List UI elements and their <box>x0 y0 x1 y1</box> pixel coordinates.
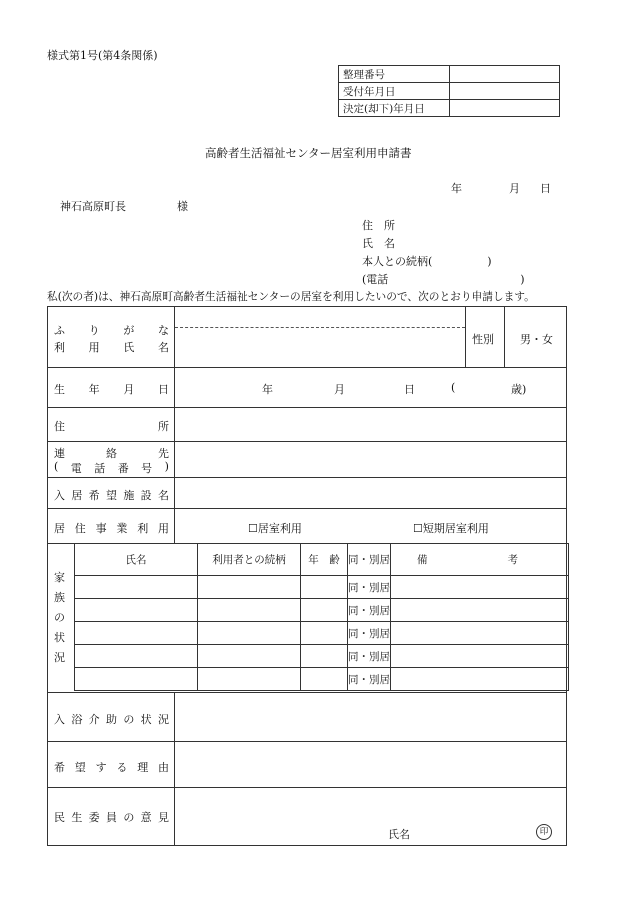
service-row <box>48 509 566 544</box>
family-member-row <box>75 622 569 645</box>
birth-year: 年 <box>262 383 273 396</box>
page-title: 高齢者生活福祉センター居室利用申請書 <box>205 146 412 160</box>
commissioner-row <box>48 788 566 845</box>
gender-label: 性別 <box>472 333 494 346</box>
living-status[interactable]: 同・別居 <box>348 668 391 691</box>
checkbox-short-stay[interactable]: ☐短期居室利用 <box>413 522 489 535</box>
date-day: 日 <box>540 182 551 195</box>
contact-label: 連 絡 先 <box>54 447 169 460</box>
family-header-row <box>75 544 569 576</box>
reason-label: 希 望 す る 理 由 <box>54 761 169 774</box>
age-open: ( <box>451 381 456 394</box>
family-member-row <box>75 645 569 668</box>
living-status[interactable]: 同・別居 <box>348 576 391 599</box>
living-status[interactable]: 同・別居 <box>348 622 391 645</box>
contact-row <box>48 442 566 478</box>
applicant-name-label: 氏 名 <box>362 237 395 250</box>
contact-sub-label: ( 電 話 番 号 ) <box>54 460 169 475</box>
office-row <box>339 100 560 117</box>
age-label: 歳) <box>511 383 527 396</box>
application-table <box>47 306 567 846</box>
office-value[interactable] <box>450 66 560 83</box>
birth-month: 月 <box>334 383 345 396</box>
addressee-name: 神石高原町長 <box>60 200 126 213</box>
date-year: 年 <box>451 182 462 195</box>
family-header-age: 年 齢 <box>301 544 348 576</box>
office-label: 決定(却下)年月日 <box>339 100 450 117</box>
form-number: 様式第1号(第4条関係) <box>47 49 158 62</box>
family-member-row <box>75 668 569 691</box>
living-status[interactable]: 同・別居 <box>348 645 391 668</box>
addressee-honorific: 様 <box>177 200 188 213</box>
birth-day: 日 <box>404 383 415 396</box>
name-row <box>48 307 566 368</box>
furigana-divider <box>175 327 465 328</box>
family-member-row <box>75 576 569 599</box>
family-member-row <box>75 599 569 622</box>
user-name-label: 利 用 氏 名 <box>54 341 169 354</box>
family-label: 家 族 の 状 況 <box>54 571 65 664</box>
office-label: 整理番号 <box>339 66 450 83</box>
address-row <box>48 408 566 442</box>
birth-label: 生 年 月 日 <box>54 383 169 396</box>
facility-row <box>48 478 566 509</box>
family-header-name: 氏名 <box>75 544 198 576</box>
office-label: 受付年月日 <box>339 83 450 100</box>
checkbox-room-use[interactable]: ☐居室利用 <box>248 522 302 535</box>
service-label: 居 住 事 業 利 用 <box>54 522 169 535</box>
birth-row <box>48 368 566 408</box>
bath-row <box>48 693 566 742</box>
gender-options[interactable]: 男・女 <box>520 333 553 346</box>
office-row <box>339 66 560 83</box>
applicant-address-label: 住 所 <box>362 219 395 232</box>
office-use-table <box>338 65 560 117</box>
bath-label: 入 浴 介 助 の 状 況 <box>54 713 169 726</box>
family-row <box>48 544 566 693</box>
family-header-living: 同・別居 <box>348 544 391 576</box>
living-status[interactable]: 同・別居 <box>348 599 391 622</box>
family-table <box>74 543 569 691</box>
furigana-label: ふ り が な <box>54 324 169 337</box>
facility-label: 入 居 希 望 施 設 名 <box>54 489 169 502</box>
address-label: 住 所 <box>54 420 169 433</box>
office-value[interactable] <box>450 83 560 100</box>
commissioner-label: 民 生 委 員 の 意 見 <box>54 811 169 824</box>
office-value[interactable] <box>450 100 560 117</box>
applicant-phone-label: (電話 ) <box>362 273 525 286</box>
commissioner-name-label: 氏名 <box>388 828 410 841</box>
family-header-relation: 利用者との続柄 <box>198 544 301 576</box>
applicant-relation-label: 本人との続柄( ) <box>362 255 492 268</box>
seal-mark: 印 <box>536 824 552 840</box>
family-header-remarks: 備 考 <box>391 544 569 576</box>
office-row <box>339 83 560 100</box>
reason-row <box>48 742 566 788</box>
date-month: 月 <box>509 182 520 195</box>
statement: 私(次の者)は、神石高原町高齢者生活福祉センターの居室を利用したいので、次のとおり申請します。 <box>47 290 535 303</box>
